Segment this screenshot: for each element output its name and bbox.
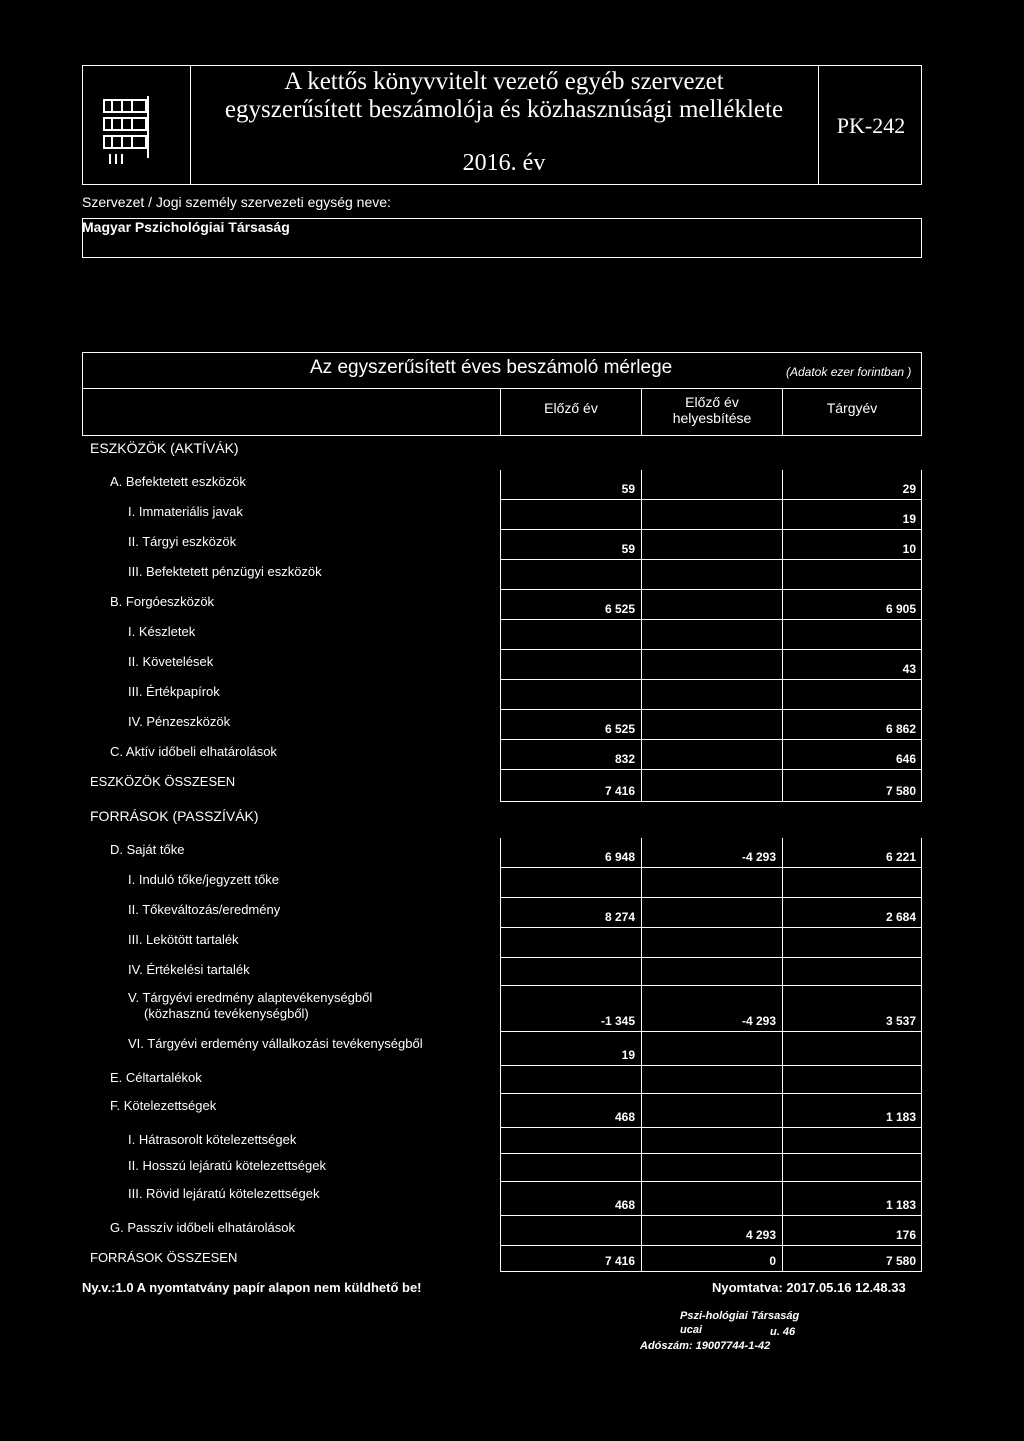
row-label: I. Immateriális javak [128, 504, 243, 519]
cell-value-prev: 7 416 [604, 1254, 635, 1268]
cell-value-prev: 7 416 [604, 784, 635, 798]
cell-value-curr: 1 183 [885, 1198, 916, 1212]
cell-value-curr: 6 905 [885, 602, 916, 616]
column-header-adj [642, 394, 782, 426]
table-cell-adj [641, 1128, 783, 1154]
table-cell-adj [641, 958, 783, 986]
column-header-adj-line1: Előző év [685, 394, 739, 410]
row-label: IV. Pénzeszközök [128, 714, 231, 729]
row-label: III. Befektetett pénzügyi eszközök [128, 564, 322, 579]
table-cell-adj [641, 560, 783, 590]
row-label: I. Készletek [128, 624, 196, 639]
table-cell-adj [641, 470, 783, 500]
column-header-prev: Előző év [544, 400, 598, 416]
cell-value-prev: 59 [621, 482, 635, 496]
table-cell-adj [641, 500, 783, 530]
row-label: I. Hátrasorolt kötelezettségek [128, 1132, 297, 1147]
cell-value-curr: 7 580 [885, 784, 916, 798]
column-header-adj-line2: helyesbítése [672, 410, 752, 426]
table-cell-prev [500, 1066, 642, 1094]
row-label: III. Rövid lejáratú kötelezettségek [128, 1186, 320, 1201]
table-cell-prev [500, 500, 642, 530]
table-cell-curr [782, 958, 922, 986]
row-label: IV. Értékelési tartalék [128, 962, 250, 977]
table-cell-prev [500, 868, 642, 898]
row-label: B. Forgóeszközök [110, 594, 215, 609]
cell-value-curr: 1 183 [885, 1110, 916, 1124]
cell-value-curr: 6 221 [885, 850, 916, 864]
balance-units: (Adatok ezer forintban ) [786, 365, 912, 379]
table-border [82, 352, 83, 436]
row-label: II. Tőkeváltozás/eredmény [128, 902, 281, 917]
row-label: VI. Tárgyévi erdemény vállalkozási tevékenységből [128, 1036, 423, 1051]
row-label: V. Tárgyévi eredmény alaptevékenységből [128, 990, 373, 1005]
row-label: F. Kötelezettségek [110, 1098, 217, 1113]
print-timestamp: Nyomtatva: 2017.05.16 12.48.33 [712, 1280, 906, 1295]
cell-value-prev: 6 525 [604, 602, 635, 616]
cell-value-curr: 19 [902, 512, 916, 526]
table-border [921, 352, 922, 436]
row-label: G. Passzív időbeli elhatárolások [110, 1220, 295, 1235]
table-cell-adj [641, 868, 783, 898]
cell-value-curr: 10 [902, 542, 916, 556]
document-title-line1: A kettős könyvvitelt vezető egyéb szervezet [284, 68, 724, 95]
cell-value-curr: 43 [902, 662, 916, 676]
table-cell-curr [782, 928, 922, 958]
table-cell-adj [641, 680, 783, 710]
row-label: II. Hosszú lejáratú kötelezettségek [128, 1158, 326, 1173]
cell-value-prev: 59 [621, 542, 635, 556]
cell-value-curr: 176 [895, 1228, 916, 1242]
table-cell-curr [782, 1066, 922, 1094]
table-cell-adj [641, 1066, 783, 1094]
cell-value-curr: 6 862 [885, 722, 916, 736]
table-cell-adj [641, 710, 783, 740]
row-label: ESZKÖZÖK ÖSSZESEN [90, 774, 236, 789]
cell-value-prev: 468 [614, 1110, 635, 1124]
table-cell-prev [500, 1216, 642, 1246]
table-cell-adj [641, 650, 783, 680]
table-cell-curr [782, 680, 922, 710]
assets-section-header: ESZKÖZÖK (AKTÍVÁK) [90, 440, 239, 456]
document-title-line2: egyszerűsített beszámolója és közhasznúsági melléklete [224, 96, 784, 123]
stamp-line: ucai [680, 1324, 703, 1336]
cell-value-adj: -4 293 [741, 1014, 776, 1028]
cell-value-curr: 646 [895, 752, 916, 766]
row-label: III. Lekötött tartalék [128, 932, 239, 947]
table-cell-prev [500, 928, 642, 958]
table-cell-prev [500, 560, 642, 590]
form-code: PK-242 [836, 113, 906, 138]
document-year: 2016. év [462, 150, 546, 176]
column-header-current: Tárgyév [826, 400, 878, 416]
table-cell-adj [641, 1094, 783, 1128]
row-label: D. Saját tőke [110, 842, 185, 857]
table-cell-prev [500, 620, 642, 650]
table-border [82, 388, 922, 389]
row-label: II. Tárgyi eszközök [128, 534, 237, 549]
cell-value-prev: 468 [614, 1198, 635, 1212]
table-cell-adj [641, 1154, 783, 1182]
table-cell-prev [500, 1154, 642, 1182]
table-cell-curr [782, 868, 922, 898]
table-cell-adj [641, 898, 783, 928]
table-cell-adj [641, 530, 783, 560]
table-border [82, 435, 922, 436]
table-cell-adj [641, 770, 783, 802]
row-label: FORRÁSOK ÖSSZESEN [90, 1250, 238, 1265]
cell-value-adj: 0 [769, 1254, 776, 1268]
liabilities-section-header: FORRÁSOK (PASSZÍVÁK) [90, 808, 259, 824]
row-label-continued: (közhasznú tevékenységből) [144, 1006, 309, 1021]
row-label: E. Céltartalékok [110, 1070, 202, 1085]
cell-value-curr: 3 537 [885, 1014, 916, 1028]
table-cell-adj [641, 740, 783, 770]
cell-value-curr: 29 [902, 482, 916, 496]
row-label: C. Aktív időbeli elhatárolások [110, 744, 277, 759]
cell-value-prev: 8 274 [604, 910, 635, 924]
org-name-value: Magyar Pszichológiai Társaság [82, 219, 290, 235]
cell-value-prev: 6 948 [604, 850, 635, 864]
table-cell-adj [641, 1182, 783, 1216]
org-name-label: Szervezet / Jogi személy szervezeti egység neve: [82, 194, 391, 210]
row-label: II. Követelések [128, 654, 214, 669]
row-label: III. Értékpapírok [128, 684, 220, 699]
header-divider [818, 65, 819, 185]
table-cell-curr [782, 620, 922, 650]
row-label: A. Befektetett eszközök [110, 474, 246, 489]
balance-title: Az egyszerűsített éves beszámoló mérlege [310, 357, 673, 378]
stamp-line: u. 46 [770, 1326, 796, 1338]
cell-value-prev: -1 345 [600, 1014, 635, 1028]
organization-stamp [640, 1310, 830, 1370]
table-cell-adj [641, 928, 783, 958]
table-border [82, 352, 922, 353]
table-cell-prev [500, 680, 642, 710]
table-cell-curr [782, 1032, 922, 1066]
cell-value-curr: 2 684 [885, 910, 916, 924]
stamp-line: Adószám: 19007744-1-42 [640, 1340, 771, 1352]
cell-value-prev: 832 [614, 752, 635, 766]
table-cell-curr [782, 1128, 922, 1154]
cell-value-curr: 7 580 [885, 1254, 916, 1268]
cell-value-prev: 6 525 [604, 722, 635, 736]
table-cell-prev [500, 650, 642, 680]
stamp-line: Pszi-hológiai Társaság [680, 1310, 800, 1322]
footer-note: Ny.v.:1.0 A nyomtatvány papír alapon nem küldhető be! [82, 1280, 422, 1295]
table-cell-adj [641, 620, 783, 650]
cell-value-adj: -4 293 [741, 850, 776, 864]
table-cell-adj [641, 1032, 783, 1066]
cell-value-adj: 4 293 [745, 1228, 776, 1242]
table-cell-curr [782, 560, 922, 590]
cell-value-prev: 19 [621, 1048, 635, 1062]
table-cell-prev [500, 1128, 642, 1154]
row-label: I. Induló tőke/jegyzett tőke [128, 872, 280, 887]
table-cell-adj [641, 590, 783, 620]
table-cell-prev [500, 958, 642, 986]
table-cell-curr [782, 1154, 922, 1182]
header-divider [190, 65, 191, 185]
